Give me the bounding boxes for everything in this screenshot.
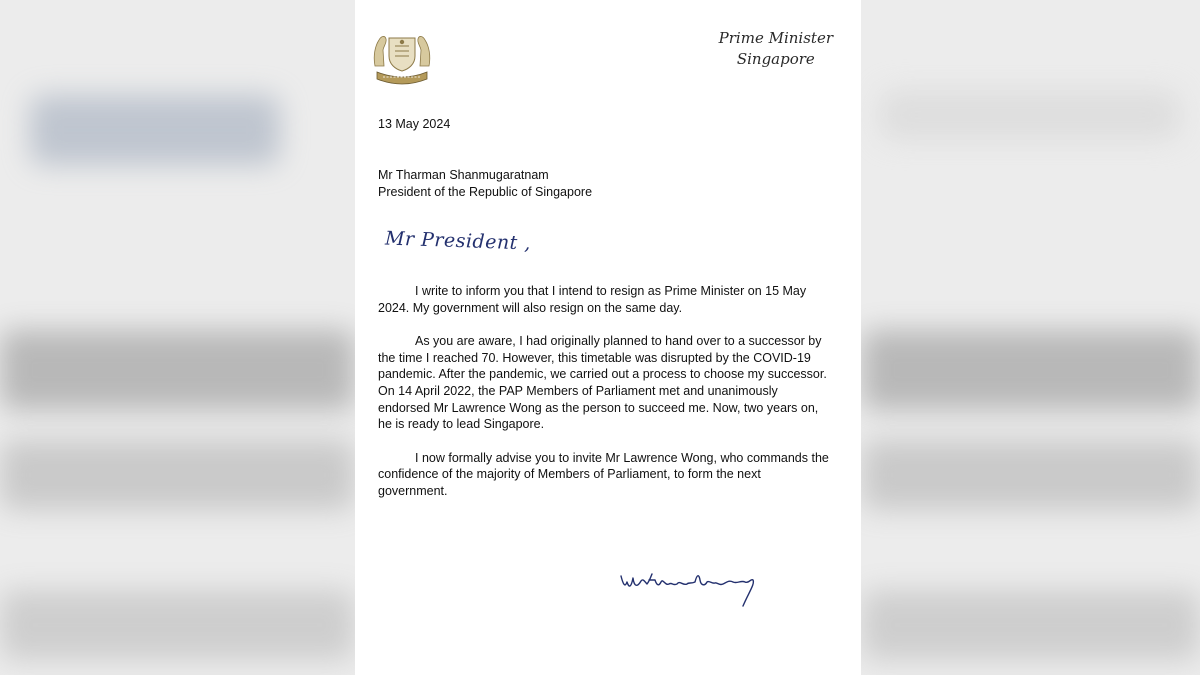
letterhead: [719, 28, 833, 70]
signature-icon: [617, 566, 767, 616]
addressee-block: [378, 167, 592, 201]
background-blur: [862, 440, 1200, 510]
background-blur: [0, 440, 355, 510]
letter-date: 13 May 2024: [378, 117, 451, 131]
background-blur: [30, 95, 280, 165]
letter-body: [378, 283, 830, 517]
background-blur: [862, 590, 1200, 660]
background-blur: [0, 330, 355, 410]
handwritten-salutation: Mr President ,: [384, 227, 532, 255]
body-paragraph: I write to inform you that I intend to resign as Prime Minister on 15 May 2024. My government will also resign on the same day.: [378, 284, 807, 315]
letterhead-title: Prime Minister: [718, 29, 833, 47]
body-paragraph: As you are aware, I had originally planned to hand over to a successor by the time I reached 70. However, this timetable was disrupted by the COVID-19 pandemic. After the pandemic, we carried out a process to choose my successor. On 14 April 2022, the PAP Members of Parliament met and unanimously endorsed Mr Lawrence Wong as the person to succeed me. Now, two years on, he is ready to lead Singapore.: [378, 334, 827, 432]
coat-of-arms-icon: [369, 26, 435, 88]
letter-page: [355, 0, 861, 675]
background-blur: [0, 590, 355, 660]
background-blur: [880, 90, 1180, 140]
letterhead-country: Singapore: [736, 50, 815, 68]
addressee-name: Mr Tharman Shanmugaratnam: [378, 168, 549, 182]
background-blur: [862, 330, 1200, 410]
addressee-title: President of the Republic of Singapore: [378, 185, 593, 199]
body-paragraph: I now formally advise you to invite Mr Lawrence Wong, who commands the confidence of the majority of Members of Parliament, to form the next government.: [378, 450, 829, 498]
